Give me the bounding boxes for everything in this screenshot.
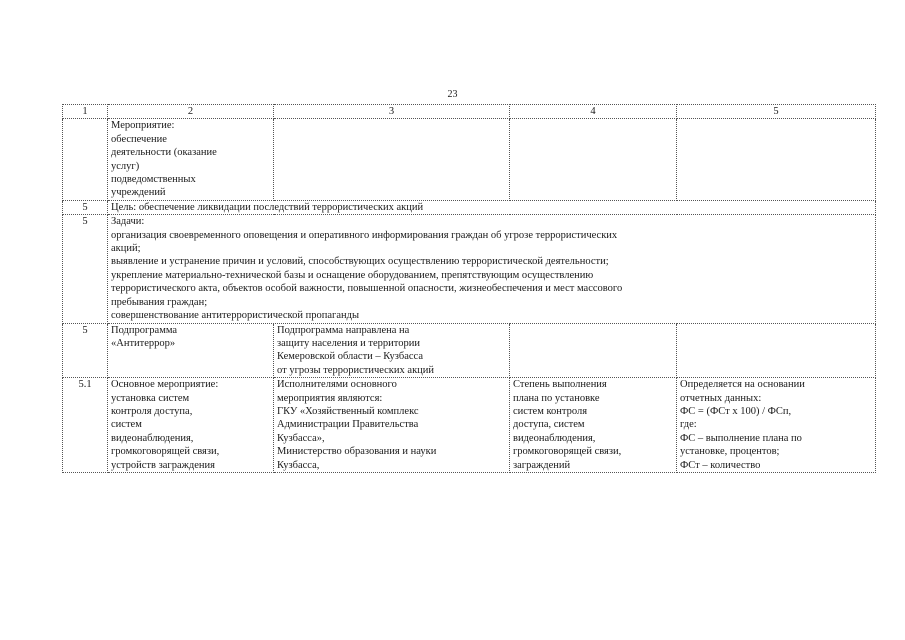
cell-line: Основное мероприятие: <box>111 379 219 391</box>
indicator-table <box>62 104 876 473</box>
cell-line: Степень выполнения <box>513 379 607 391</box>
cell-line: террористического акта, объектов особой важности, повышенной опасности, жизнеобеспечения и мест массового <box>111 283 623 295</box>
cell-line: деятельности (оказание <box>111 147 217 159</box>
row-number-cell: 5 <box>63 323 108 378</box>
cell-line: плана по установке <box>513 392 600 404</box>
table-row-subprogram <box>63 323 876 378</box>
event-name-cell <box>108 119 274 200</box>
cell-line: укрепление материально-технической базы и оснащение оборудованием, препятствующим осуществлению <box>111 269 594 281</box>
table-row-tasks <box>63 215 876 323</box>
cell-line: от угрозы террористических акций <box>277 364 435 376</box>
cell-line: акций; <box>111 243 141 255</box>
table-header-row <box>63 105 876 119</box>
cell-line: Цель: обеспечение ликвидации последствий террористических акций <box>111 201 424 213</box>
executors-cell <box>274 378 510 473</box>
cell-line: контроля доступа, <box>111 405 193 417</box>
page-number: 23 <box>447 89 458 100</box>
cell-line: систем <box>111 419 142 431</box>
table-row-event <box>63 119 876 200</box>
subprogram-description-cell <box>274 323 510 378</box>
row-number-cell: 5.1 <box>63 378 108 473</box>
cell-line: Задачи: <box>111 216 145 228</box>
cell-line: доступа, систем <box>513 419 585 431</box>
tasks-cell <box>108 215 876 323</box>
calculation-method-cell <box>677 378 876 473</box>
cell-line: подведомственных <box>111 174 196 186</box>
row-number-cell: 5 <box>63 200 108 214</box>
cell-line: видеонаблюдения, <box>513 432 596 444</box>
cell-line: мероприятия являются: <box>277 392 383 404</box>
header-cell: 5 <box>677 105 876 119</box>
empty-cell <box>274 119 510 200</box>
cell-line: Администрации Правительства <box>277 419 419 431</box>
cell-line: Подпрограмма направлена на <box>277 324 410 336</box>
cell-line: «Антитеррор» <box>111 337 176 349</box>
cell-line: пребывания граждан; <box>111 296 208 308</box>
main-event-cell <box>108 378 274 473</box>
row-number-cell <box>63 119 108 200</box>
empty-cell <box>510 323 677 378</box>
cell-line: Министерство образования и науки <box>277 446 437 458</box>
subprogram-name-cell <box>108 323 274 378</box>
indicator-cell <box>510 378 677 473</box>
cell-line: выявление и устранение причин и условий, способствующих осуществлению террористической деятельности; <box>111 256 609 268</box>
cell-line: ФСт – количество <box>680 459 761 471</box>
cell-line: заграждений <box>513 459 571 471</box>
cell-line: организация своевременного оповещения и оперативного информирования граждан об угрозе террористических <box>111 229 618 241</box>
cell-line: устройств заграждения <box>111 459 215 471</box>
cell-line: ФС – выполнение плана по <box>680 432 802 444</box>
cell-line: Кузбасса», <box>277 432 325 444</box>
cell-line: ГКУ «Хозяйственный комплекс <box>277 405 419 417</box>
cell-line: совершенствование антитеррористической пропаганды <box>111 310 360 322</box>
cell-line: отчетных данных: <box>680 392 762 404</box>
cell-line: громкоговорящей связи, <box>513 446 622 458</box>
table-row-goal <box>63 200 876 214</box>
cell-line: систем контроля <box>513 405 588 417</box>
cell-line: защиту населения и территории <box>277 337 420 349</box>
cell-line: учреждений <box>111 187 166 199</box>
cell-line: установка систем <box>111 392 190 404</box>
cell-line: обеспечение <box>111 133 167 145</box>
header-cell: 4 <box>510 105 677 119</box>
cell-line: видеонаблюдения, <box>111 432 194 444</box>
header-cell: 1 <box>63 105 108 119</box>
header-cell: 2 <box>108 105 274 119</box>
goal-cell <box>108 200 876 214</box>
cell-line: Определяется на основании <box>680 379 805 391</box>
empty-cell <box>510 119 677 200</box>
cell-line: громкоговорящей связи, <box>111 446 220 458</box>
cell-line: Подпрограмма <box>111 324 178 336</box>
table-row-5-1 <box>63 378 876 473</box>
cell-line: Кузбасса, <box>277 459 320 471</box>
cell-line: ФС = (ФСт x 100) / ФСп, <box>680 405 792 417</box>
cell-line: Кемеровской области – Кузбасса <box>277 351 424 363</box>
empty-cell <box>677 119 876 200</box>
cell-line: где: <box>680 419 697 431</box>
cell-line: Исполнителями основного <box>277 379 397 391</box>
cell-line: услуг) <box>111 160 140 172</box>
cell-line: установке, процентов; <box>680 446 780 458</box>
row-number-cell: 5 <box>63 215 108 323</box>
cell-line: Мероприятие: <box>111 120 175 132</box>
empty-cell <box>677 323 876 378</box>
header-cell: 3 <box>274 105 510 119</box>
